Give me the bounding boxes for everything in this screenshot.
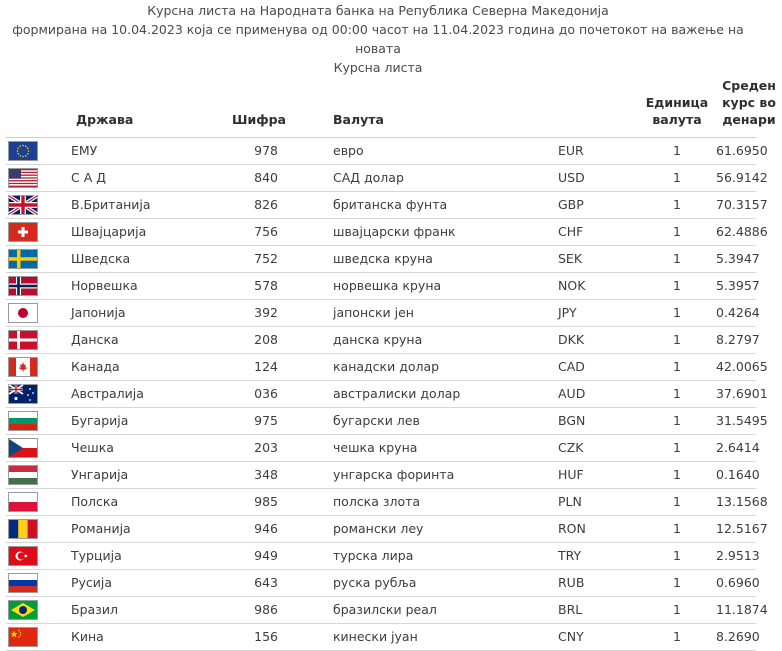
flag-cell	[6, 164, 61, 191]
unit-cell: 1	[673, 332, 681, 347]
country-cell: Австралија	[71, 386, 144, 401]
rate-cell: 5.3957	[716, 278, 760, 293]
iso-code-cell: RUB	[558, 575, 585, 590]
currency-name-cell: норвешка круна	[333, 278, 442, 293]
country-cell: Русија	[71, 575, 113, 590]
currency-name-cell: евро	[333, 143, 364, 158]
flag-cell	[6, 299, 61, 326]
code-cell: 156	[254, 629, 278, 644]
code-cell: 840	[254, 170, 278, 185]
ro-flag-icon	[8, 519, 38, 539]
code-cell: 826	[254, 197, 278, 212]
rate-cell: 0.4264	[716, 305, 760, 320]
header-currency: Валута	[333, 111, 384, 127]
country-cell: Бугарија	[71, 413, 129, 428]
rate-cell: 11.1874	[716, 602, 768, 617]
iso-code-cell: SEK	[558, 251, 583, 266]
header-code: Шифра	[232, 111, 286, 127]
iso-code-cell: GBP	[558, 197, 584, 212]
rate-cell: 56.9142	[716, 170, 768, 185]
iso-code-cell: CNY	[558, 629, 584, 644]
exchange-rate-table	[6, 75, 776, 651]
table-row	[6, 191, 756, 218]
title-line-3: Курсна листа	[333, 60, 423, 75]
flag-cell	[6, 461, 61, 488]
code-cell: 985	[254, 494, 278, 509]
unit-cell: 1	[673, 170, 681, 185]
flag-cell	[6, 515, 61, 542]
iso-code-cell: DKK	[558, 332, 585, 347]
currency-name-cell: руска рубља	[333, 575, 417, 590]
flag-cell	[6, 137, 61, 164]
iso-code-cell: NOK	[558, 278, 586, 293]
country-cell: Канада	[71, 359, 120, 374]
header-country: Држава	[76, 111, 134, 127]
code-cell: 578	[254, 278, 278, 293]
flag-cell	[6, 623, 61, 650]
iso-code-cell: BGN	[558, 413, 586, 428]
code-cell: 643	[254, 575, 278, 590]
table-row	[6, 488, 756, 515]
iso-code-cell: JPY	[558, 305, 577, 320]
country-cell: Турција	[71, 548, 122, 563]
currency-name-cell: британска фунта	[333, 197, 448, 212]
rate-cell: 70.3157	[716, 197, 768, 212]
table-header-row	[6, 75, 756, 137]
unit-cell: 1	[673, 467, 681, 482]
table-body	[6, 137, 768, 650]
table-row	[6, 299, 756, 326]
currency-name-cell: канадски долар	[333, 359, 440, 374]
code-cell: 208	[254, 332, 278, 347]
country-cell: Норвешка	[71, 278, 138, 293]
ca-flag-icon	[8, 357, 38, 377]
currency-name-cell: данска круна	[333, 332, 423, 347]
title-line-2: формирана на 10.04.2023 која се применува од 00:00 часот на 11.04.2023 година до почетокот на важење на новата	[12, 22, 744, 56]
rate-cell: 2.6414	[716, 440, 760, 455]
country-cell: Швајцарија	[71, 224, 147, 239]
unit-cell: 1	[673, 224, 681, 239]
currency-name-cell: шведска круна	[333, 251, 433, 266]
flag-cell	[6, 542, 61, 569]
bg-flag-icon	[8, 411, 38, 431]
iso-code-cell: EUR	[558, 143, 584, 158]
flag-cell	[6, 218, 61, 245]
dk-flag-icon	[8, 330, 38, 350]
country-cell: Шведска	[71, 251, 131, 266]
table-row	[6, 353, 756, 380]
flag-cell	[6, 191, 61, 218]
au-flag-icon	[8, 384, 38, 404]
hu-flag-icon	[8, 465, 38, 485]
currency-name-cell: австралиски долар	[333, 386, 461, 401]
iso-code-cell: CHF	[558, 224, 584, 239]
country-cell: Данска	[71, 332, 119, 347]
title-line-1: Курсна листа на Народната банка на Република Северна Македонија	[147, 3, 609, 18]
unit-cell: 1	[673, 440, 681, 455]
currency-name-cell: чешка круна	[333, 440, 418, 455]
header-flag	[6, 75, 61, 137]
rate-cell: 5.3947	[716, 251, 760, 266]
rate-cell: 8.2797	[716, 332, 760, 347]
rate-cell: 0.6960	[716, 575, 760, 590]
unit-cell: 1	[673, 629, 681, 644]
table-row	[6, 569, 756, 596]
header-iso	[558, 75, 618, 137]
currency-name-cell: јапонски јен	[333, 305, 414, 320]
table-row	[6, 245, 756, 272]
unit-cell: 1	[673, 548, 681, 563]
code-cell: 203	[254, 440, 278, 455]
unit-cell: 1	[673, 278, 681, 293]
rate-cell: 42.0065	[716, 359, 768, 374]
code-cell: 124	[254, 359, 278, 374]
flag-cell	[6, 380, 61, 407]
table-row	[6, 407, 756, 434]
flag-cell	[6, 434, 61, 461]
table-row	[6, 164, 756, 191]
table-row	[6, 326, 756, 353]
eu-flag-icon	[8, 141, 38, 161]
cn-flag-icon	[8, 627, 38, 647]
table-row	[6, 434, 756, 461]
iso-code-cell: RON	[558, 521, 586, 536]
jp-flag-icon	[8, 303, 38, 323]
code-cell: 986	[254, 602, 278, 617]
currency-name-cell: турска лира	[333, 548, 414, 563]
flag-cell	[6, 569, 61, 596]
rate-cell: 13.1568	[716, 494, 768, 509]
code-cell: 036	[254, 386, 278, 401]
flag-cell	[6, 353, 61, 380]
currency-name-cell: бразилски реал	[333, 602, 437, 617]
unit-cell: 1	[673, 386, 681, 401]
table-row	[6, 623, 756, 650]
table-row	[6, 461, 756, 488]
code-cell: 975	[254, 413, 278, 428]
header-unit-label: Единица валута	[645, 94, 709, 127]
country-cell: Чешка	[71, 440, 114, 455]
code-cell: 978	[254, 143, 278, 158]
header-unit	[618, 75, 716, 137]
code-cell: 348	[254, 467, 278, 482]
code-cell: 949	[254, 548, 278, 563]
iso-code-cell: HUF	[558, 467, 584, 482]
rate-cell: 2.9513	[716, 548, 760, 563]
ru-flag-icon	[8, 573, 38, 593]
unit-cell: 1	[673, 143, 681, 158]
code-cell: 756	[254, 224, 278, 239]
se-flag-icon	[8, 249, 38, 269]
currency-name-cell: полска злота	[333, 494, 421, 509]
rate-cell: 8.2690	[716, 629, 760, 644]
country-cell: Унгарија	[71, 467, 129, 482]
gb-flag-icon	[8, 195, 38, 215]
unit-cell: 1	[673, 602, 681, 617]
tr-flag-icon	[8, 546, 38, 566]
table-row	[6, 542, 756, 569]
country-cell: В.Британија	[71, 197, 151, 212]
unit-cell: 1	[673, 575, 681, 590]
rate-cell: 62.4886	[716, 224, 768, 239]
currency-name-cell: кинески јуан	[333, 629, 418, 644]
currency-name-cell: САД долар	[333, 170, 404, 185]
country-cell: Кина	[71, 629, 104, 644]
unit-cell: 1	[673, 521, 681, 536]
country-cell: Полска	[71, 494, 119, 509]
unit-cell: 1	[673, 359, 681, 374]
currency-name-cell: романски леу	[333, 521, 424, 536]
iso-code-cell: CAD	[558, 359, 585, 374]
rate-cell: 61.6950	[716, 143, 768, 158]
table-row	[6, 596, 756, 623]
rate-cell: 12.5167	[716, 521, 768, 536]
country-cell: Романија	[71, 521, 131, 536]
unit-cell: 1	[673, 197, 681, 212]
currency-name-cell: унгарска форинта	[333, 467, 455, 482]
iso-code-cell: BRL	[558, 602, 583, 617]
country-cell: Јапонија	[71, 305, 126, 320]
rate-cell: 37.6901	[716, 386, 768, 401]
code-cell: 752	[254, 251, 278, 266]
rate-cell: 0.1640	[716, 467, 760, 482]
iso-code-cell: USD	[558, 170, 585, 185]
iso-code-cell: TRY	[558, 548, 582, 563]
flag-cell	[6, 596, 61, 623]
iso-code-cell: AUD	[558, 386, 586, 401]
currency-name-cell: швајцарски франк	[333, 224, 456, 239]
country-cell: С А Д	[71, 170, 106, 185]
table-row	[6, 272, 756, 299]
unit-cell: 1	[673, 413, 681, 428]
code-cell: 392	[254, 305, 278, 320]
pl-flag-icon	[8, 492, 38, 512]
rate-cell: 31.5495	[716, 413, 768, 428]
code-cell: 946	[254, 521, 278, 536]
flag-cell	[6, 326, 61, 353]
unit-cell: 1	[673, 251, 681, 266]
header-rate	[716, 75, 776, 137]
us-flag-icon	[8, 168, 38, 188]
flag-cell	[6, 272, 61, 299]
ch-flag-icon	[8, 222, 38, 242]
cz-flag-icon	[8, 438, 38, 458]
no-flag-icon	[8, 276, 38, 296]
table-row	[6, 380, 756, 407]
iso-code-cell: CZK	[558, 440, 584, 455]
country-cell: Бразил	[71, 602, 118, 617]
header-rate-label: Среден курс во денари	[722, 77, 776, 127]
flag-cell	[6, 488, 61, 515]
unit-cell: 1	[673, 494, 681, 509]
table-row	[6, 137, 756, 164]
unit-cell: 1	[673, 305, 681, 320]
flag-cell	[6, 407, 61, 434]
flag-cell	[6, 245, 61, 272]
br-flag-icon	[8, 600, 38, 620]
table-row	[6, 218, 756, 245]
currency-name-cell: бугарски лев	[333, 413, 420, 428]
iso-code-cell: PLN	[558, 494, 582, 509]
page-title	[0, 1, 756, 77]
table-row	[6, 515, 756, 542]
country-cell: ЕМУ	[71, 143, 98, 158]
